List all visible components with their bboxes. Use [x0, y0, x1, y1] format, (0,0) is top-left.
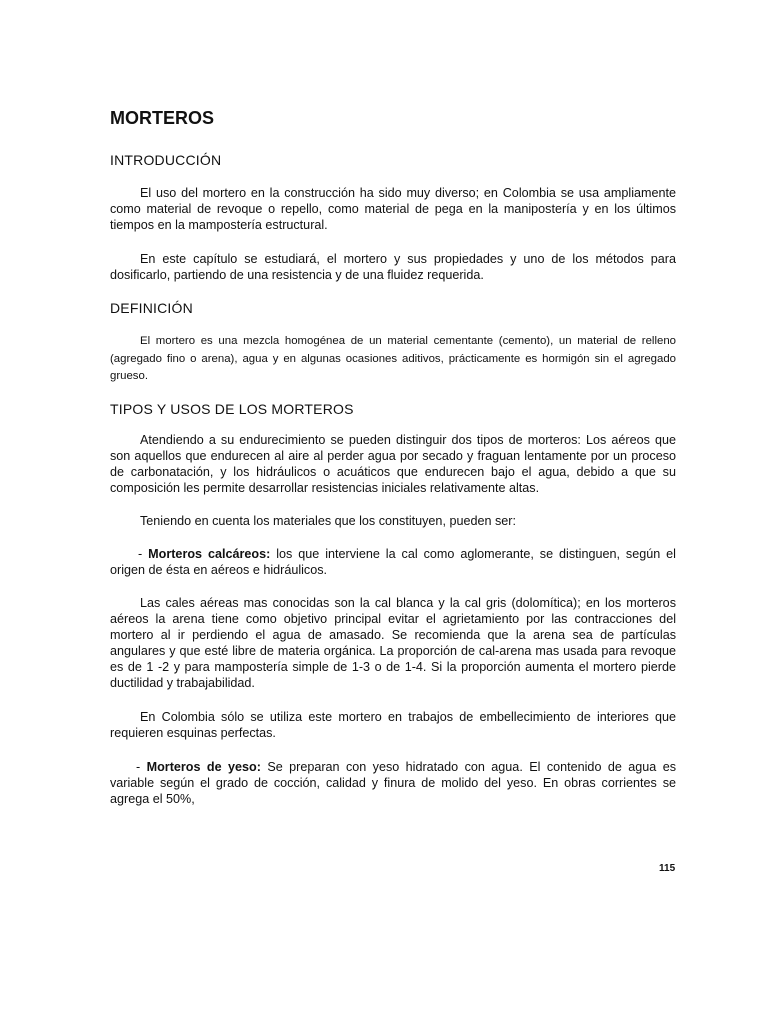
page-number: 115 — [659, 863, 676, 874]
paragraph-cales: Las cales aéreas mas conocidas son la cal blanca y la cal gris (dolomítica); en los morteros aéreos la arena tiene como objetivo principal evitar el agrietamiento por las contracciones del mortero al ir perdiendo el agua de amasado. Se recomienda que la arena sea de partículas angulares y que esté libre de materia orgánica. La proporción de cal-arena mas usada para revoque es de 1 -2 y para mampostería simple de 1-3 o de 1-4. Si la proporción aumenta el mortero pierde ductilidad y trabajabilidad. — [110, 595, 676, 690]
paragraph-tipos-2: Teniendo en cuenta los materiales que los constituyen, pueden ser: — [140, 513, 516, 528]
list-item-morteros-calcareos — [110, 546, 676, 578]
list-dash: - — [138, 546, 149, 561]
paragraph-tipos-1: Atendiendo a su endurecimiento se pueden distinguir dos tipos de morteros: Los aéreos que son aquellos que endurecen al aire al perder agua por secado y fraguan lentamente por un proceso de carbonatación, y los hidráulicos o acuáticos que endurecen bajo el agua, debido a que su composición les permite desarrollar resistencias iniciales relativamente altas. — [110, 432, 676, 495]
paragraph-definicion: El mortero es una mezcla homogénea de un material cementante (cemento), un material de relleno (agregado fino o arena), agua y en algunas ocasiones aditivos, prácticamente es hormigón sin el agregado grueso. — [110, 335, 676, 382]
list-item-morteros-yeso — [110, 759, 676, 807]
term-morteros-yeso: Morteros de yeso: — [146, 759, 261, 774]
paragraph-intro-2: En este capítulo se estudiará, el mortero y sus propiedades y uno de los métodos para dosificarlo, partiendo de una resistencia y de una fluidez requerida. — [110, 252, 676, 282]
document-title: MORTEROS — [110, 108, 215, 128]
document-page — [110, 106, 676, 807]
heading-introduccion: INTRODUCCIÓN — [110, 152, 222, 168]
heading-tipos: TIPOS Y USOS DE LOS MORTEROS — [110, 400, 354, 417]
paragraph-intro-1: El uso del mortero en la construcción ha sido muy diverso; en Colombia se usa ampliamente como material de revoque o repello, como material de pega en la manipostería y en los últimos tiempos en la mampostería estructural. — [110, 186, 676, 232]
definition-morteros-yeso: Se preparan con yeso hidratado con agua. El contenido de agua es variable según el grado de cocción, calidad y finura de molido del yeso. En obras corrientes se agrega el 50%, — [110, 759, 676, 806]
definition-morteros-calcareos: los que interviene la cal como aglomerante, se distinguen, según el origen de ésta en aéreos e hidráulicos. — [110, 546, 676, 577]
heading-definicion: DEFINICIÓN — [110, 300, 193, 316]
paragraph-colombia: En Colombia sólo se utiliza este mortero en trabajos de embellecimiento de interiores que requieren esquinas perfectas. — [110, 709, 676, 740]
term-morteros-calcareos: Morteros calcáreos: — [148, 546, 271, 561]
list-dash: - — [136, 759, 147, 774]
